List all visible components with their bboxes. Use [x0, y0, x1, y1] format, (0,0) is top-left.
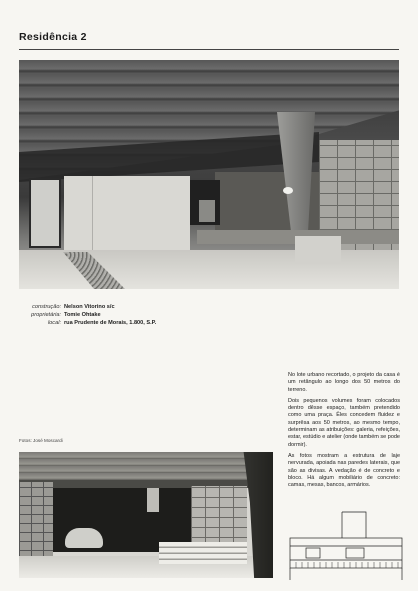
plan-volume	[346, 548, 364, 558]
plan-volume	[306, 548, 320, 558]
interior-photo	[19, 60, 399, 289]
credit-label: proprietária:	[31, 312, 61, 318]
roof-slab	[19, 452, 273, 482]
credit-value: Tomie Ohtake	[64, 312, 101, 318]
white-panel	[64, 176, 190, 252]
credit-row	[19, 303, 156, 311]
paragraph: Dois pequenos volumes foram colocados dentro dêsse espaço, também pretendido como uma praça. Êles concedem fluidez e surprêsa aos 50 metros, ao mesmo tempo, determinam as atribuições: galeria, refeições, estar, estúdio e atelier (onde também se pode dormir).	[288, 397, 400, 448]
support-post	[147, 488, 159, 512]
car	[65, 528, 103, 548]
plan-upper-wall	[342, 512, 366, 538]
window-light	[199, 200, 215, 222]
panel-joint	[92, 176, 93, 252]
entry-steps	[159, 542, 247, 564]
paragraph: As fotos mostram a estrutura de laje nervurada, apoiada nas paredes laterais, que são as divisas. A vedação é de concreto e bloco. Há algum mobiliário de concreto: camas, mesas, bancos, armários.	[288, 452, 400, 489]
floor-plan-drawing	[286, 510, 404, 582]
garage-photo	[19, 452, 273, 578]
credit-value: Nelson Vitorino s/c	[64, 304, 115, 310]
paragraph: No lote urbano recortado, o projeto da casa é um retângulo ao longo dos 50 metros do terreno.	[288, 372, 400, 393]
credit-label: construção:	[32, 304, 61, 310]
credits-block	[19, 303, 156, 327]
credit-row	[19, 311, 156, 319]
page-title: Residência 2	[19, 31, 87, 43]
lamp	[283, 187, 293, 194]
body-text	[288, 372, 400, 493]
credit-value: rua Prudente de Morais, 1.800, S.P.	[64, 320, 157, 326]
credit-label: local:	[47, 320, 61, 326]
title-divider	[19, 49, 399, 50]
photo-credit: Fotos: José Moscardi	[19, 438, 63, 443]
concrete-block	[295, 236, 341, 264]
credit-row	[19, 319, 156, 327]
doorway	[29, 178, 61, 248]
